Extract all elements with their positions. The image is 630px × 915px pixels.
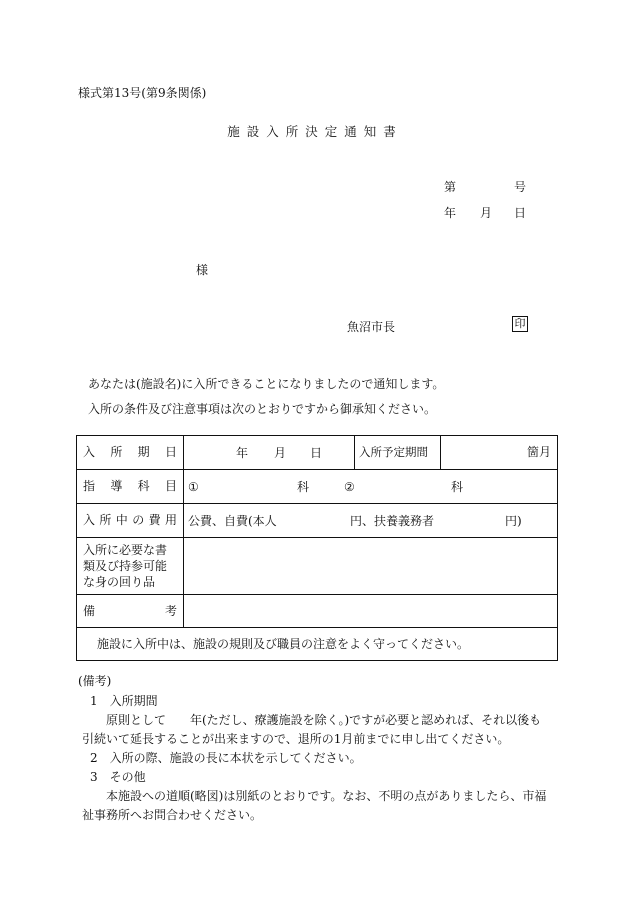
table-row-footer-note: [77, 628, 558, 661]
addressee-honorific: 様: [196, 263, 209, 277]
notice-line-2: 入所の条件及び注意事項は次のとおりですから御承知ください。: [88, 402, 437, 416]
table-row-cost: [77, 504, 558, 538]
documents-value: [184, 538, 558, 595]
admission-date-year: 年: [236, 446, 249, 460]
note-1-heading: 1 入所期間: [90, 694, 158, 708]
seal-mark: 印: [512, 316, 528, 332]
issuer-name: 魚沼市長: [347, 320, 396, 334]
note-2: 2 入所の際、施設の長に本状を示してください。: [90, 751, 362, 765]
admission-date-day: 日: [310, 446, 323, 460]
cost-text-2: 円、扶養義務者: [350, 514, 435, 528]
table-row-documents: [77, 538, 558, 595]
cost-text-1: 公費、自費(本人: [188, 514, 277, 528]
note-1-line-1: 原則として 年(ただし、療護施設を除く。)ですが必要と認めれば、それ以後も: [106, 713, 542, 727]
table-row-subjects: [77, 470, 558, 504]
remarks-label: 備考: [77, 595, 184, 628]
doc-number-suffix: 号: [514, 180, 527, 194]
subjects-label: 指導科目: [77, 470, 184, 504]
subjects-cell: [184, 470, 558, 504]
note-3-line-1: 本施設への道順(略図)は別紙のとおりです。なお、不明の点がありましたら、市福: [106, 789, 547, 803]
cost-label: 入所中の費用: [77, 504, 184, 538]
expected-period-label: 入所予定期間: [355, 436, 441, 470]
table-row-admission: [77, 436, 558, 470]
doc-number-prefix: 第: [444, 180, 457, 194]
admission-date-cell: [184, 436, 355, 470]
cost-cell: [184, 504, 558, 538]
expected-period-unit: 箇月: [441, 436, 558, 470]
note-3-line-2: 祉事務所へお問合わせください。: [82, 808, 263, 822]
cost-text-3: 円): [505, 514, 522, 528]
subject1-mark: ①: [188, 480, 199, 494]
conditions-table: [76, 435, 558, 661]
admission-period-label: 入所期日: [77, 436, 184, 470]
document-title: 施設入所決定通知書: [227, 124, 403, 139]
form-number: 様式第13号(第9条関係): [78, 86, 207, 100]
subject2-unit: 科: [451, 480, 464, 494]
documents-label: 入所に必要な書類及び持参可能な身の回り品: [77, 538, 184, 595]
table-row-remarks: [77, 595, 558, 628]
date-day: 日: [514, 206, 527, 220]
date-year: 年: [444, 206, 457, 220]
note-1-line-2: 引続いて延長することが出来ますので、退所の1月前までに申し出てください。: [82, 732, 510, 746]
footer-note: 施設に入所中は、施設の規則及び職員の注意をよく守ってください。: [77, 628, 558, 661]
notes-title: (備考): [78, 674, 112, 688]
subject1-unit: 科: [297, 480, 310, 494]
notice-line-1: あなたは(施設名)に入所できることになりましたので通知します。: [88, 377, 445, 391]
date-month: 月: [480, 206, 493, 220]
admission-date-month: 月: [274, 446, 287, 460]
remarks-value: [184, 595, 558, 628]
subject2-mark: ②: [344, 480, 355, 494]
note-3-heading: 3 その他: [90, 770, 146, 784]
